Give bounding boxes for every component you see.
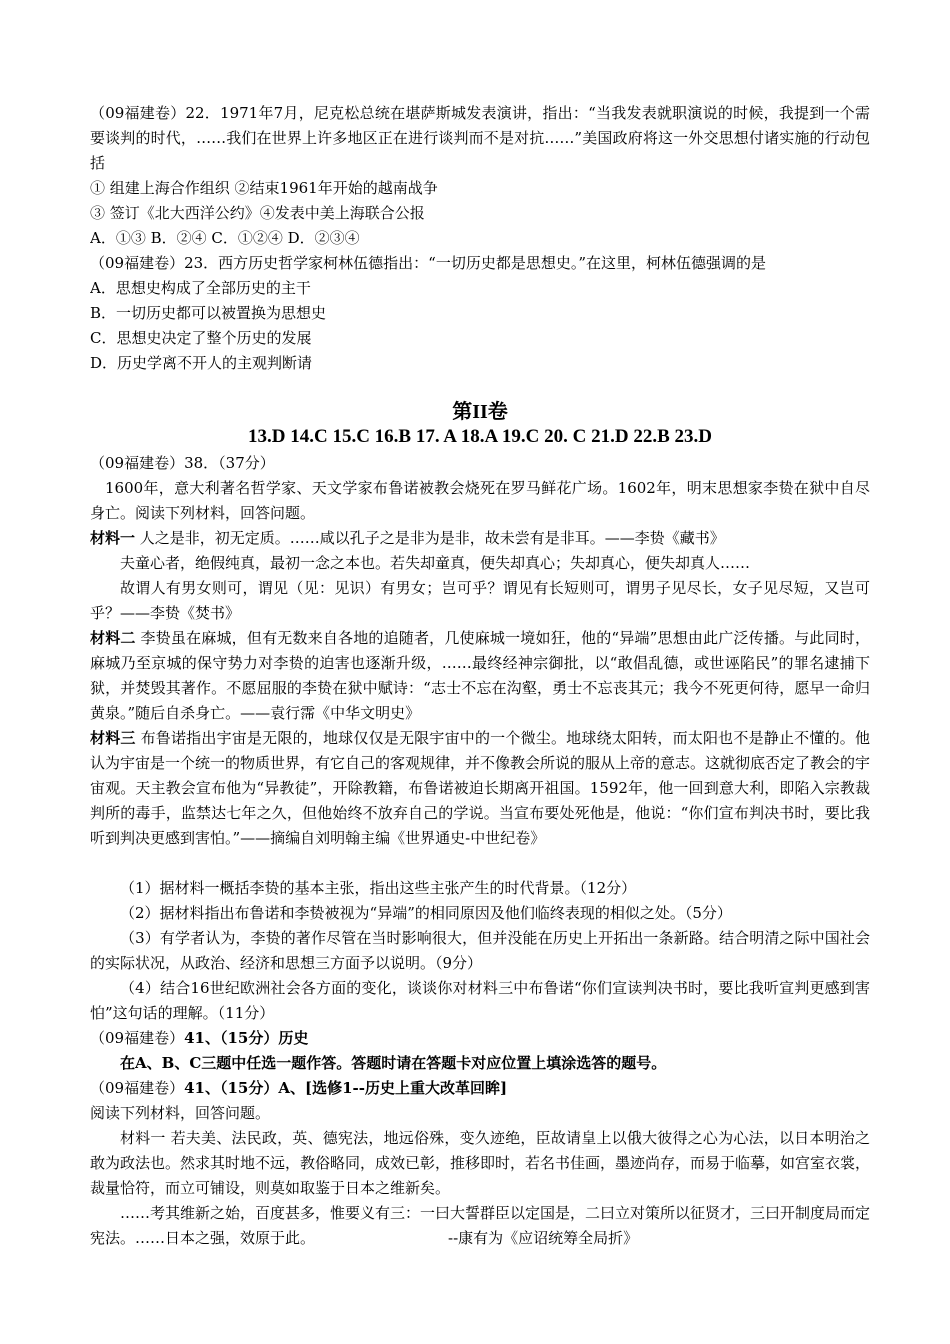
q41-header bbox=[90, 1026, 870, 1051]
q23-stem: （09福建卷）23．西方历史哲学家柯林伍德指出：“一切历史都是思想史。”在这里，柯林伍德强调的是 bbox=[90, 254, 767, 272]
q41a-material-2-author: --康有为《应诏统筹全局折》 bbox=[448, 1229, 639, 1247]
q38-sub-question-1: （1）据材料一概括李贽的基本主张，指出这些主张产生的时代背景。（12分） bbox=[120, 879, 637, 897]
material-2-text: 李贽虽在麻城，但有无数来自各地的追随者，几使麻城一境如狂，他的“异端”思想由此广泛传播。与此同时，麻城乃至京城的保守势力对李贽的迫害也逐渐升级，……最终经神宗御批，以“敢倡乱德，或世诬陷民”的罪名逮捕下狱，并焚毁其著作。不愿屈服的李贽在狱中赋诗：“志士不忘在沟壑，勇士不忘丧其元；我今不死更何待，愿早一命归黄泉。”随后自杀身亡。——袁行霈《中华文明史》 bbox=[90, 629, 870, 722]
q38-sub-question-2: （2）据材料指出布鲁诺和李贽被视为“异端”的相同原因及他们临终表现的相似之处。（5分） bbox=[120, 904, 732, 922]
q41-header-source: （09福建卷） bbox=[90, 1029, 185, 1047]
q38-material-3 bbox=[90, 726, 870, 851]
q22-item-2: ③ 签订《北大西洋公约》④发表中美上海联合公报 bbox=[90, 204, 425, 222]
q22-stem: （09福建卷）22．1971年7月，尼克松总统在堪萨斯城发表演讲，指出：“当我发表就职演说的时候，我提到一个需要谈判的时代，……我们在世界上许多地区正在进行谈判而不是对抗……”美国政府将这一外交思想付诸实施的行动包括 bbox=[90, 104, 870, 172]
q38-material-1 bbox=[90, 526, 870, 551]
material-2-label: 材料二 bbox=[90, 629, 136, 647]
q23-option-a: A．思想史构成了全部历史的主干 bbox=[90, 279, 311, 297]
section-title: 第II卷 bbox=[452, 401, 508, 423]
q41a-header bbox=[90, 1076, 870, 1101]
q22-options: A．①③ B．②④ C．①②④ D．②③④ bbox=[90, 229, 360, 247]
material-1-paragraph-2: 夫童心者，绝假纯真，最初一念之本也。若失却童真，便失却真心；失却真心，便失却真人…… bbox=[120, 554, 751, 572]
q41a-header-source: （09福建卷） bbox=[90, 1079, 185, 1097]
answer-key: 13.D 14.C 15.C 16.B 17. A 18.A 19.C 20. C 21.D 22.B 23.D bbox=[248, 426, 712, 447]
q23-option-c: C．思想史决定了整个历史的发展 bbox=[90, 329, 312, 347]
q38-sub-question-3: （3）有学者认为，李贽的著作尽管在当时影响很大，但并没能在历史上开拓出一条新路。结合明清之际中国社会的实际状况，从政治、经济和思想三方面予以说明。（9分） bbox=[90, 929, 870, 972]
q41a-material-2-text: ……考其维新之始，百度甚多，惟要义有三：一曰大誓群臣以定国是，二曰立对策所以征贤才，三曰开制度局而定宪法。……日本之强，效原于此。 bbox=[90, 1204, 871, 1247]
q41a-header-title: 41、（15分）A、[选修1--历史上重大改革回眸] bbox=[184, 1079, 508, 1097]
q38-material-2 bbox=[90, 626, 870, 726]
material-3-label: 材料三 bbox=[90, 729, 136, 747]
q38-intro: 1600年，意大利著名哲学家、天文学家布鲁诺被教会烧死在罗马鲜花广场。1602年，明末思想家李贽在狱中自尽身亡。阅读下列材料，回答问题。 bbox=[90, 479, 870, 522]
material-1-label: 材料一 bbox=[90, 529, 136, 547]
q41-header-title: 41、（15分）历史 bbox=[184, 1029, 309, 1047]
q41-instruction: 在A、B、C三题中任选一题作答。答题时请在答题卡对应位置上填涂选答的题号。 bbox=[120, 1054, 667, 1072]
material-1-text: 人之是非，初无定质。……咸以孔子之是非为是非，故未尝有是非耳。——李贽《藏书》 bbox=[139, 529, 725, 547]
q23-option-b: B．一切历史都可以被置换为思想史 bbox=[90, 304, 327, 322]
material-1-paragraph-3: 故谓人有男女则可，谓见（见：见识）有男女；岂可乎？谓见有长短则可，谓男子见尽长，女子见尽短，又岂可乎？——李贽《焚书》 bbox=[90, 579, 870, 622]
q38-header: （09福建卷）38．（37分） bbox=[90, 454, 275, 472]
q38-sub-question-4: （4）结合16世纪欧洲社会各方面的变化，谈谈你对材料三中布鲁诺“你们宣读判决书时，要比我听宣判更感到害怕”这句话的理解。（11分） bbox=[90, 979, 870, 1022]
q23-option-d: D．历史学离不开人的主观判断请 bbox=[90, 354, 313, 372]
q22-item-1: ① 组建上海合作组织 ②结束1961年开始的越南战争 bbox=[90, 179, 438, 197]
q41a-material-1: 材料一 若夫美、法民政，英、德宪法，地远俗殊，变久迹绝，臣故请皇上以俄大彼得之心为心法，以日本明治之敢为政法也。然求其时地不远，教俗略同，成效已彰，推移即时，若名书佳画，墨迹尚存，而易于临摹，如宫室衣裳，裁量恰符，而立可铺设，则莫如取鉴于日本之维新矣。 bbox=[90, 1129, 871, 1197]
q41a-read-instruction: 阅读下列材料，回答问题。 bbox=[90, 1104, 271, 1122]
material-3-text: 布鲁诺指出宇宙是无限的，地球仅仅是无限宇宙中的一个微尘。地球绕太阳转，而太阳也不是静止不懂的。他认为宇宙是一个统一的物质世界，有它自己的客观规律，并不像教会所说的服从上帝的意志。这就彻底否定了教会的宇宙观。天主教会宣布他为“异教徒”，开除教籍，布鲁诺被迫长期离开祖国。1592年，他一回到意大利，即陷入宗教裁判所的毒手，监禁达七年之久，但他始终不放弃自己的学说。当宣布要处死他是，他说：“你们宣布判决书时，要比我听到判决更感到害怕。”——摘编自刘明翰主编《世界通史-中世纪卷》 bbox=[90, 729, 871, 847]
